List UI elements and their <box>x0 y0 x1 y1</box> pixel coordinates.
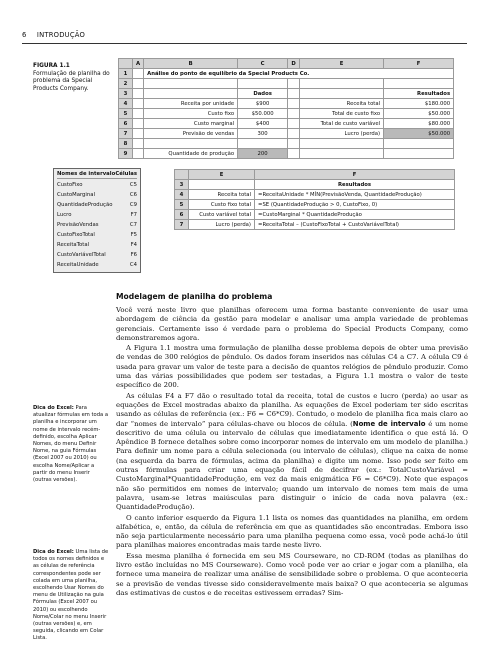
row-header: 7 <box>119 129 133 139</box>
figure-caption-text: Formulação de planilha do problema da Special Products Company. <box>33 70 110 92</box>
value-cell: $400 <box>238 119 288 129</box>
cell <box>133 99 144 109</box>
cell <box>238 79 288 89</box>
range-name-row <box>57 200 137 210</box>
label-cell: Lucro (perda) <box>300 129 384 139</box>
data-header-cell: Dados <box>238 89 288 99</box>
range-cell: F5 <box>130 232 137 238</box>
tip-text: Para atualizar fórmulas em toda a planilha e incorporar um nome de intervalo recém-definido, escolha Aplicar Nomes, do menu Definir Nome, na guia Fórmulas (Excel 2007 ou 2010) ou escolha Nome/Aplicar a partir do menu Inserir (outras versões). <box>33 405 109 484</box>
label-cell: Previsão de vendas <box>144 129 238 139</box>
col-header-a: A <box>133 59 144 69</box>
formula-cell: =ReceitaTotal – (CustoFixoTotal + CustoVariávelTotal) <box>255 220 455 230</box>
range-name: Lucro <box>57 212 72 218</box>
cell <box>384 149 454 159</box>
label-cell: Total de custo fixo <box>300 109 384 119</box>
sheet2-row-6 <box>175 210 455 220</box>
result-cell: $180.000 <box>384 99 454 109</box>
sheet2-corner <box>175 170 189 180</box>
cell <box>288 89 300 99</box>
range-cell: C6 <box>129 192 137 198</box>
cell <box>133 79 144 89</box>
label-cell: Lucro (perda) <box>189 220 255 230</box>
cell <box>133 109 144 119</box>
label-cell: Receita por unidade <box>144 99 238 109</box>
cell <box>384 79 454 89</box>
label-cell: Custo marginal <box>144 119 238 129</box>
formula-cell: =ReceitaUnidade * MÍN(PrevisãoVenda, QuantidadeProdução) <box>255 190 455 200</box>
paragraph: O canto inferior esquerdo da Figura 1.1 lista os nomes das quantidades na planilha, em ordem alfabética, e, então, da célula de referência em que as quantidades são encontradas. Embora isso não seja particularmente necessário para uma planilha pequena como essa, você pode achá-lo útil para planilhas maiores encontradas mais tarde neste livro. <box>116 513 468 550</box>
range-name-row <box>57 220 137 230</box>
sheet1-row-8 <box>119 139 454 149</box>
figure-label: FIGURA 1.1 <box>33 63 70 69</box>
sheet1-header-row <box>119 59 454 69</box>
decision-cell: 200 <box>238 149 288 159</box>
range-cell: F7 <box>130 212 137 218</box>
formula-cell: =CustoMarginal * QuantidadeProdução <box>255 210 455 220</box>
range-names-header-cells: Células <box>115 171 137 177</box>
range-name: ReceitaUnidade <box>57 262 99 268</box>
cell <box>288 139 300 149</box>
range-cell: C7 <box>129 222 137 228</box>
label-cell: Custo fixo total <box>189 200 255 210</box>
tip-label: Dica do Excel: <box>33 405 74 411</box>
running-header <box>22 31 85 39</box>
col-header-b: B <box>144 59 238 69</box>
row-header: 8 <box>119 139 133 149</box>
cell <box>133 69 144 79</box>
sheet1-row-9 <box>119 149 454 159</box>
result-cell: $80.000 <box>384 119 454 129</box>
body-text <box>116 306 468 599</box>
header-rule <box>22 43 467 44</box>
range-name: CustoMarginal <box>57 192 95 198</box>
col-header-f: F <box>384 59 454 69</box>
cell <box>133 119 144 129</box>
range-name-row <box>57 180 137 190</box>
range-cell: F6 <box>130 252 137 258</box>
range-name: CustoFixo <box>57 182 83 188</box>
results-header-cell: Resultados <box>384 89 454 99</box>
result-cell: $50.000 <box>384 109 454 119</box>
cell <box>238 139 288 149</box>
range-name: ReceitaTotal <box>57 242 90 248</box>
cell <box>144 79 238 89</box>
tip-text: Uma lista de todos os nomes definidos e as células de referência correspondentes pode ser colada em uma planilha, escolhendo Usar Nomes do menu de Utilização na guia Fórmulas (Excel 2007 ou 2010) ou escolhendo Nome/Colar no menu Inserir (outras versões) e, em seguida, clicando em Colar Lista. <box>33 549 109 642</box>
cell <box>288 99 300 109</box>
paragraph-text: As células F4 a F7 dão o resultado total da receita, total de custos e lucro (perda) ao usar as equações de Excel mostradas abaixo da planilha. As equações de Excel poderiam ter sido escritas usando as células de referência (ex.: F6 = C6*C9). Contudo, o modelo de planilha fica mais claro ao dar “nomes de intervalo” para células-chave ou blocos de célula. ( <box>116 391 468 428</box>
row-header: 5 <box>119 109 133 119</box>
range-name-row <box>57 260 137 270</box>
sheet1-row-2 <box>119 79 454 89</box>
sheet1-row-1 <box>119 69 454 79</box>
range-cell: C5 <box>129 182 137 188</box>
sheet1-row-3 <box>119 89 454 99</box>
col-header-e: E <box>300 59 384 69</box>
cell <box>189 180 255 190</box>
label-cell: Custo variável total <box>189 210 255 220</box>
cell <box>133 139 144 149</box>
sheet2-row-7 <box>175 220 455 230</box>
range-cell: C4 <box>129 262 137 268</box>
row-header: 4 <box>175 190 189 200</box>
sheet1-corner <box>119 59 133 69</box>
range-name-row <box>57 230 137 240</box>
row-header: 2 <box>119 79 133 89</box>
cell <box>288 109 300 119</box>
row-header: 3 <box>175 180 189 190</box>
row-header: 5 <box>175 200 189 210</box>
profit-result-cell: $50.000 <box>384 129 454 139</box>
sheet2-header-row <box>175 170 455 180</box>
formula-cell: =SE (QuantidadeProdução > 0, CustoFixo, 0) <box>255 200 455 210</box>
range-name: QuantidadeProdução <box>57 202 113 208</box>
cell <box>133 89 144 99</box>
cell <box>144 89 238 99</box>
cell <box>288 79 300 89</box>
range-names-header <box>57 171 137 179</box>
sheet1-row-5 <box>119 109 454 119</box>
paragraph: A Figura 1.1 mostra uma formulação de planilha desse problema depois de obter uma previsão de vendas de 300 relógios de pêndulo. Os dados foram inseridos nas células C4 a C7. A célula C9 é usada para gravar um valor de teste para a decisão de quantos relógios de pêndulo produzir. Como uma das várias possibilidades que podem ser testadas, a Figura 1.1 mostra o valor de teste específico de 200. <box>116 344 468 390</box>
row-header: 3 <box>119 89 133 99</box>
cell <box>300 79 384 89</box>
row-header: 4 <box>119 99 133 109</box>
range-names-header-name: Nomes de intervalo <box>57 171 116 177</box>
row-header: 9 <box>119 149 133 159</box>
row-header: 1 <box>119 69 133 79</box>
cell <box>300 139 384 149</box>
sheet2-row-5 <box>175 200 455 210</box>
row-header: 7 <box>175 220 189 230</box>
row-header: 6 <box>119 119 133 129</box>
sheet1-row-6 <box>119 119 454 129</box>
cell <box>384 139 454 149</box>
col-header-f: F <box>255 170 455 180</box>
range-name: PrevisãoVendas <box>57 222 99 228</box>
col-header-e: E <box>189 170 255 180</box>
paragraph: Você verá neste livro que planilhas oferecem uma forma bastante conveniente de usar uma abordagem de ciência da gestão para modelar e analisar uma ampla variedade de problemas gerenciais. Certamente isso é verdade para o problema do Special Products Company, como demonstraremos agora. <box>116 306 468 342</box>
results-header-cell: Resultados <box>255 180 455 190</box>
sheet2-row-3 <box>175 180 455 190</box>
value-cell: $900 <box>238 99 288 109</box>
range-name: CustoVariávelTotal <box>57 252 106 258</box>
range-name-row <box>57 250 137 260</box>
cell <box>288 129 300 139</box>
range-name: CustoFixoTotal <box>57 232 95 238</box>
range-name-row <box>57 190 137 200</box>
value-cell: $50.000 <box>238 109 288 119</box>
label-cell: Quantidade de produção <box>144 149 238 159</box>
paragraph-text: é um nome descritivo de uma célula ou intervalo de células que imediatamente identifica o que está lá. O Apêndice B fornece detalhes sobre como incorporar nomes de intervalo em um modelo de planilha.) Para definir um nome para a célula selecionada (ou intervalo de células), clique na caixa de nome (na esquerda da barra de fórmulas, acima da planilha) e digite um nome. Isso pode ser feito em outras fórmulas para criar uma equação fácil de decifrar (ex.: TotalCustoVariável = CustoMarginal*QuantidadeProdução, em vez da mais enigmática F6 = C6*C9). Note que espaços não são permitidos em nomes de intervalo; quando um intervalo de nomes tem mais de uma palavra, usam-se letras maiúsculas para distinguir o início de cada nova palavra (ex.: QuantidadeProdução). <box>116 419 468 512</box>
cell <box>133 129 144 139</box>
cell <box>144 139 238 149</box>
label-cell: Custo fixo <box>144 109 238 119</box>
value-cell: 300 <box>238 129 288 139</box>
sheet1-row-4 <box>119 99 454 109</box>
range-name-row <box>57 240 137 250</box>
chapter-title: INTRODUÇÃO <box>36 31 86 39</box>
label-cell: Total de custo variável <box>300 119 384 129</box>
section-title: Modelagem de planilha do problema <box>116 292 273 301</box>
excel-tip-2 <box>33 549 109 643</box>
page-number: 6 <box>22 31 27 39</box>
spreadsheet-main <box>118 58 454 159</box>
label-cell: Receita total <box>189 190 255 200</box>
tip-label: Dica do Excel: <box>33 549 74 555</box>
excel-tip-1 <box>33 405 109 484</box>
sheet-title-cell: Análise do ponto de equilíbrio da Special Products Co. <box>144 69 454 79</box>
cell <box>300 149 384 159</box>
paragraph <box>116 392 468 513</box>
cell <box>288 149 300 159</box>
spreadsheet-formulas <box>174 169 455 230</box>
col-header-c: C <box>238 59 288 69</box>
paragraph: Essa mesma planilha é fornecida em seu MS Courseware, no CD-ROM (todas as planilhas do livro estão incluídas no MS Courseware). Como você pode ver ao criar e jogar com a planilha, ela fornece uma maneira de realizar uma análise de sensibilidade sobre o problema. O que aconteceria se a previsão de vendas tivesse sido consideravelmente mais baixa? O que aconteceria se algumas das estimativas de custos e de receitas estivessem erradas? Sim- <box>116 551 468 597</box>
sheet2-row-4 <box>175 190 455 200</box>
keyword: Nome de intervalo <box>352 419 426 428</box>
cell <box>133 149 144 159</box>
label-cell: Receita total <box>300 99 384 109</box>
col-header-d: D <box>288 59 300 69</box>
range-cell: F4 <box>130 242 137 248</box>
row-header: 6 <box>175 210 189 220</box>
cell <box>300 89 384 99</box>
cell <box>288 119 300 129</box>
sheet1-row-7 <box>119 129 454 139</box>
range-name-row <box>57 210 137 220</box>
figure-caption <box>33 63 115 93</box>
range-cell: C9 <box>129 202 137 208</box>
range-names-box <box>53 168 141 273</box>
